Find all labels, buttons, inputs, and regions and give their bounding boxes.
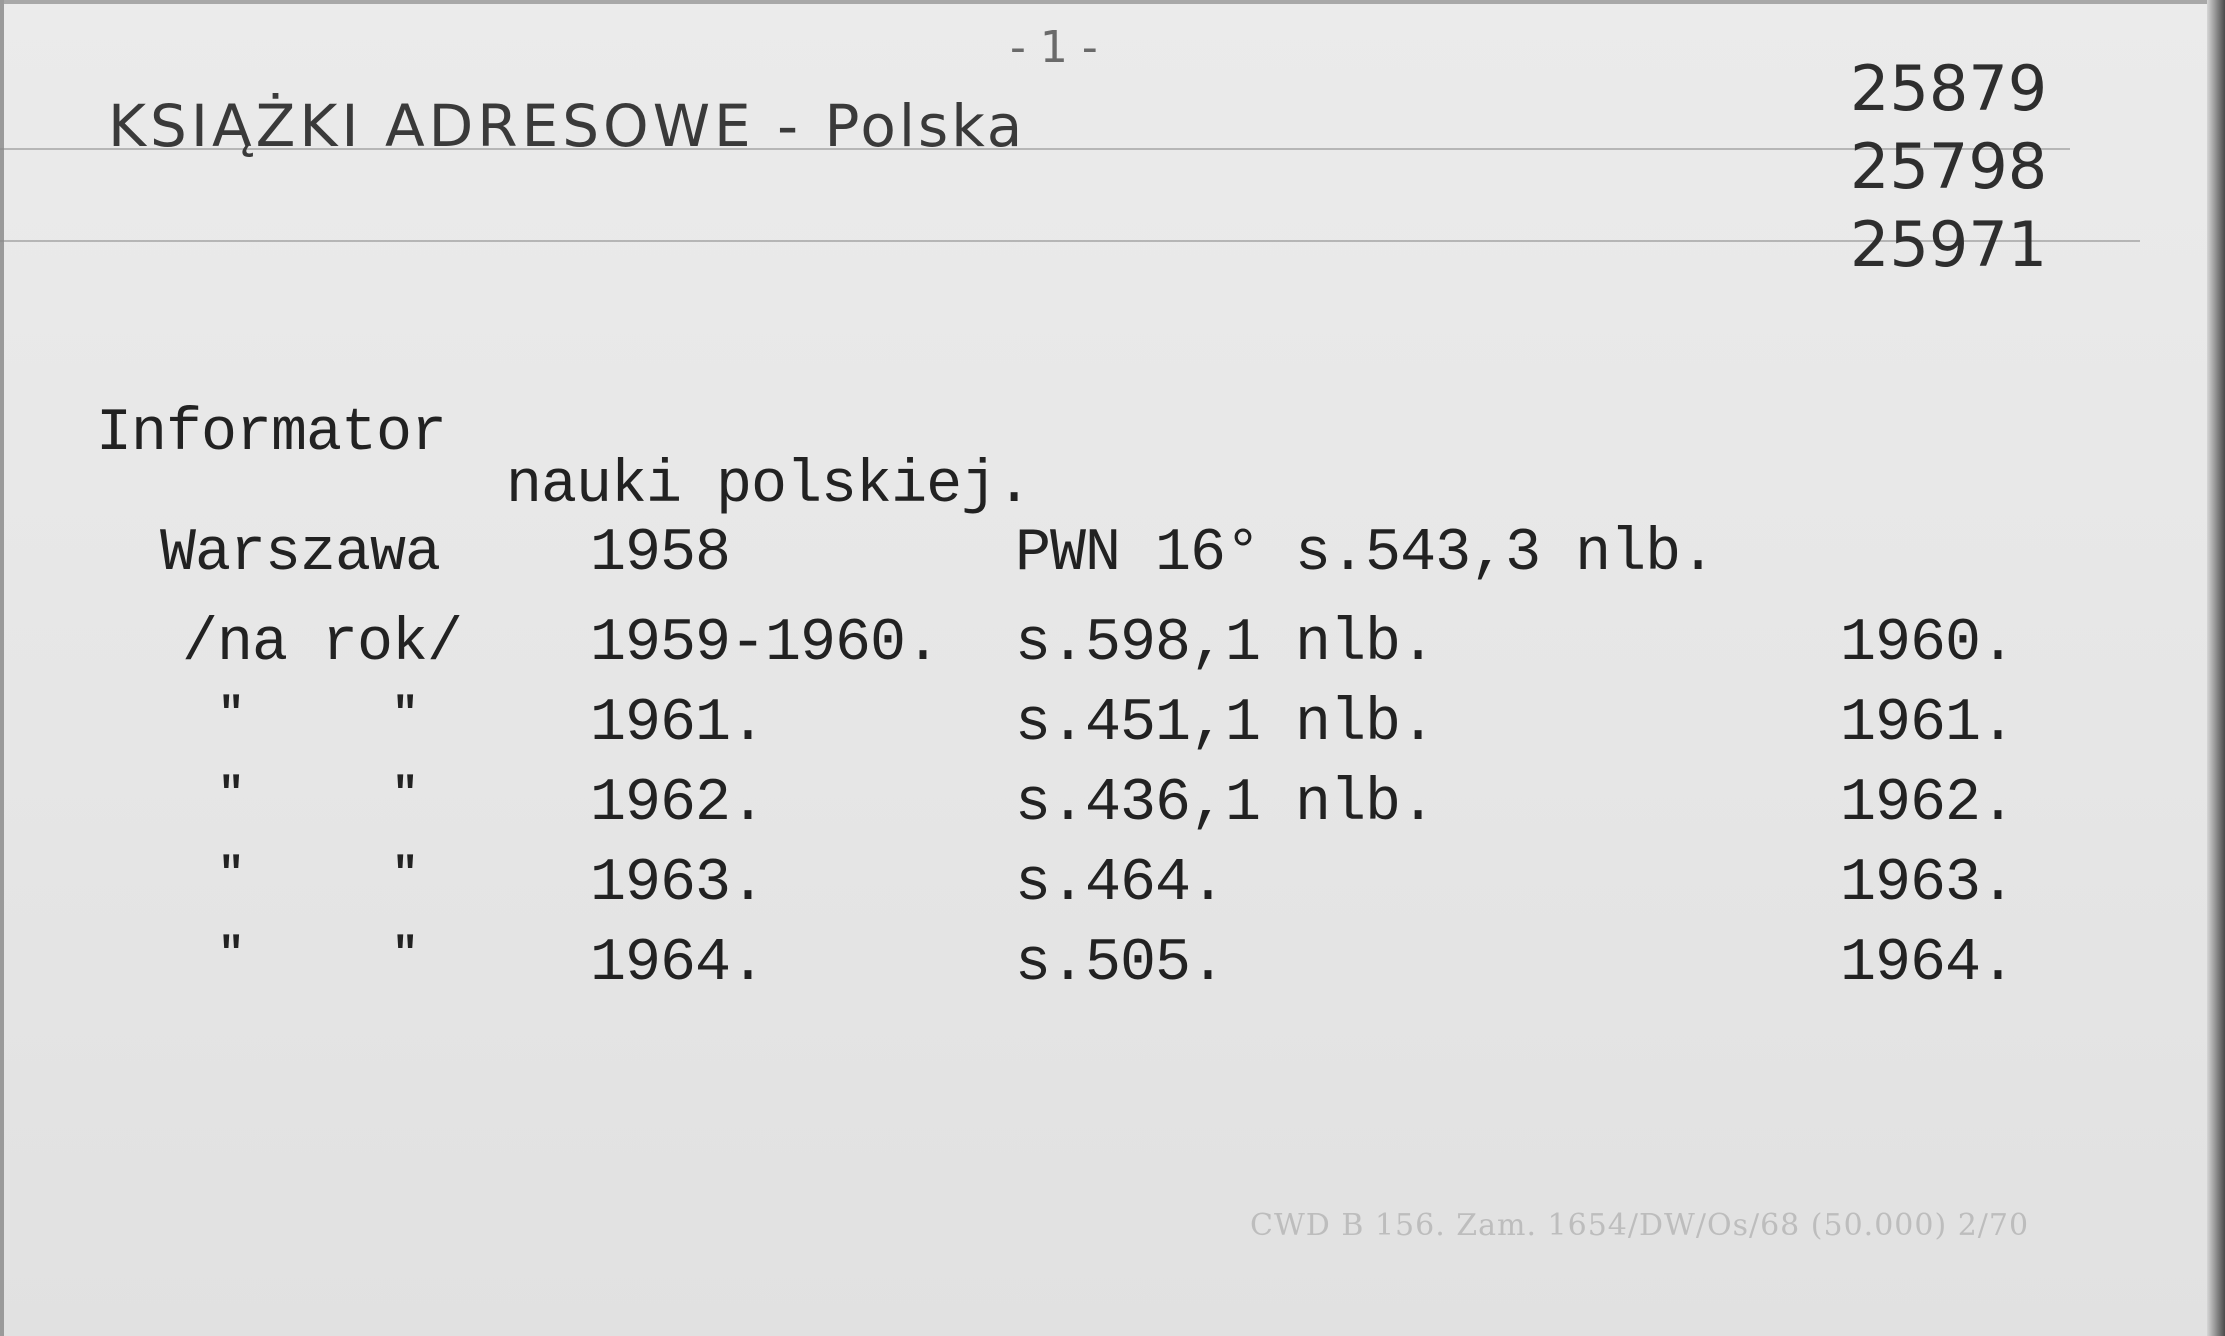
call-numbers [1850, 50, 2047, 284]
entry-row [0, 770, 2200, 850]
entry-row [0, 610, 2200, 690]
heading-rule-bottom [0, 240, 2140, 242]
title-part-1: Informator [96, 400, 447, 468]
entry-years: 1963. [590, 850, 766, 918]
entry-pages: s.598,1 nlb. [1015, 610, 1436, 678]
entry-row [0, 850, 2200, 930]
entry-place: /na rok/ [182, 610, 463, 678]
subject-label: KSIĄŻKI ADRESOWE [108, 92, 755, 160]
subject-region: Polska [824, 92, 1026, 160]
entry-publisher-pages: PWN 16° s.543,3 nlb. [1015, 520, 1716, 588]
entry-years: 1964. [590, 930, 766, 998]
entry-years: 1961. [590, 690, 766, 758]
entry-volume: 1962. [1840, 770, 2016, 838]
entry-pages: s.436,1 nlb. [1015, 770, 1436, 838]
entry-volume: 1960. [1840, 610, 2016, 678]
entry-pages: s.464. [1015, 850, 1226, 918]
card-edge-top [0, 0, 2225, 4]
subject-heading [108, 92, 1025, 160]
printer-stamp: CWD B 156. Zam. 1654/DW/Os/68 (50.000) 2/70 [1250, 1208, 2030, 1243]
entry-volume: 1964. [1840, 930, 2016, 998]
entry-row [0, 930, 2200, 1010]
ditto-mark: " [218, 770, 245, 820]
entry-volume: 1963. [1840, 850, 2016, 918]
ditto-mark: " [392, 930, 419, 980]
entry-years: 1959-1960. [590, 610, 941, 678]
call-number: 25798 [1850, 130, 2048, 203]
ditto-mark: " [218, 930, 245, 980]
ditto-mark: " [392, 770, 419, 820]
title-part-2: nauki polskiej. [506, 452, 1032, 520]
call-number: 25971 [1850, 208, 2048, 281]
entry-place: Warszawa [160, 520, 441, 588]
entry-pages: s.451,1 nlb. [1015, 690, 1436, 758]
page-mark: - 1 - [1010, 22, 1098, 73]
ditto-mark: " [218, 850, 245, 900]
entry-row [0, 690, 2200, 770]
ditto-mark: " [392, 850, 419, 900]
call-number: 25879 [1850, 52, 2048, 125]
entry-years: 1958 [590, 520, 731, 588]
entry-years: 1962. [590, 770, 766, 838]
ditto-mark: " [392, 690, 419, 740]
entry-row [0, 520, 2200, 600]
card-edge-right [2207, 0, 2225, 1336]
subject-separator: - [777, 92, 803, 160]
ditto-mark: " [218, 690, 245, 740]
entry-volume: 1961. [1840, 690, 2016, 758]
entry-pages: s.505. [1015, 930, 1226, 998]
